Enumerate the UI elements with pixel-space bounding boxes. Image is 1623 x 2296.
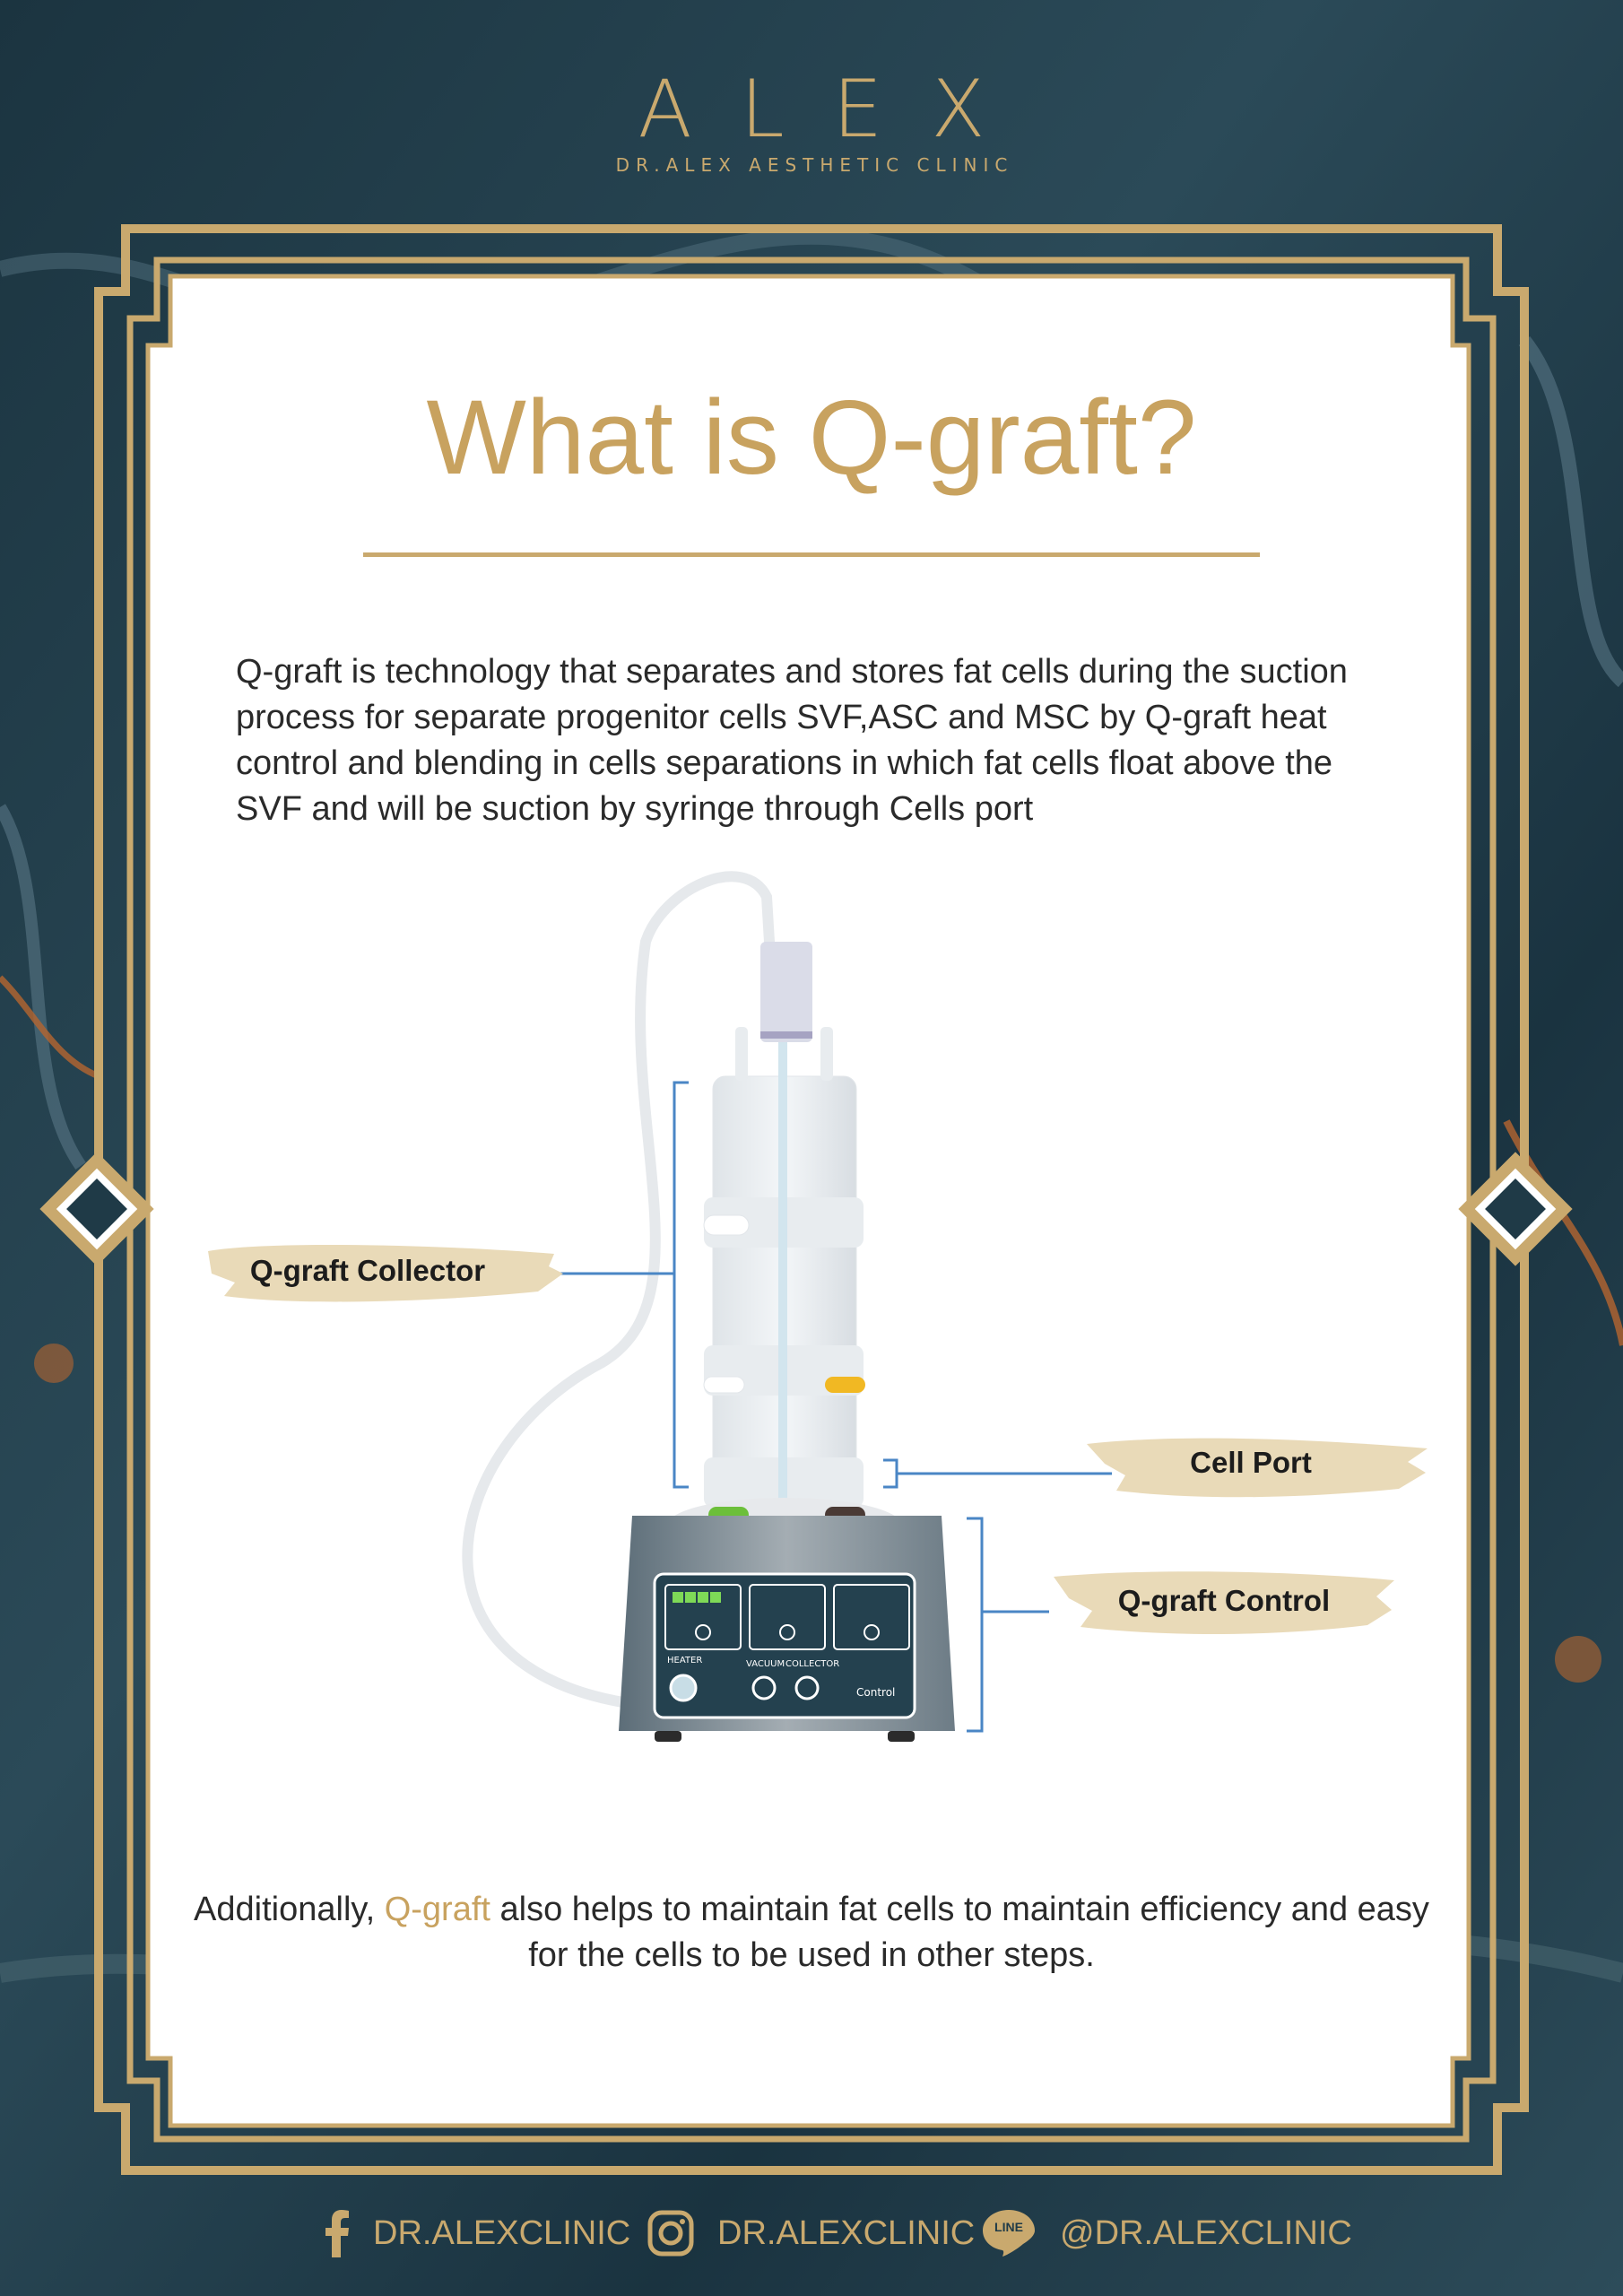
footer-line[interactable] [981, 2206, 1352, 2260]
label-cell-port: Cell Port [1190, 1446, 1312, 1479]
label-control: Q-graft Control [1117, 1584, 1331, 1617]
facebook-handle: DR.ALEXCLINIC [373, 2213, 631, 2252]
outro-highlight: Q-graft [384, 1891, 490, 1928]
device-control-label: Control [856, 1686, 896, 1699]
device-vacuum-label: VACUUM [746, 1659, 785, 1669]
page-title: What is Q-graft? [426, 378, 1197, 497]
intro-paragraph: Q-graft is technology that separates and stores fat cells during the suction process for separate progenitor cells SVF,ASC and MSC by Q-graft heat control and blending in cells separations in which fat cells float above the SVF and will be suction by syringe through Cells port [236, 653, 1348, 828]
footer-facebook[interactable] [325, 2206, 630, 2260]
logo-wordmark: ALEX [638, 63, 1034, 155]
instagram-icon [647, 2210, 694, 2257]
line-handle: @DR.ALEXCLINIC [1060, 2213, 1352, 2252]
instagram-handle: DR.ALEXCLINIC [717, 2213, 976, 2252]
footer-instagram[interactable] [647, 2206, 975, 2260]
line-icon [981, 2208, 1037, 2258]
outro-text-before: Additionally, [194, 1891, 385, 1928]
facebook-icon [325, 2209, 350, 2257]
device-collector-label: COLLECTOR [785, 1659, 840, 1669]
title-divider [363, 552, 1260, 557]
logo-tagline: DR.ALEX AESTHETIC CLINIC [615, 154, 1014, 176]
label-collector: Q-graft Collector [249, 1254, 486, 1287]
outro-paragraph [179, 1887, 1444, 1979]
outro-text-after: also helps to maintain fat cells to maintain efficiency and easy for the cells to be used in other steps. [490, 1891, 1429, 1974]
line-icon-text: LINE [994, 2220, 1023, 2234]
device-heater-label: HEATER [667, 1656, 703, 1665]
